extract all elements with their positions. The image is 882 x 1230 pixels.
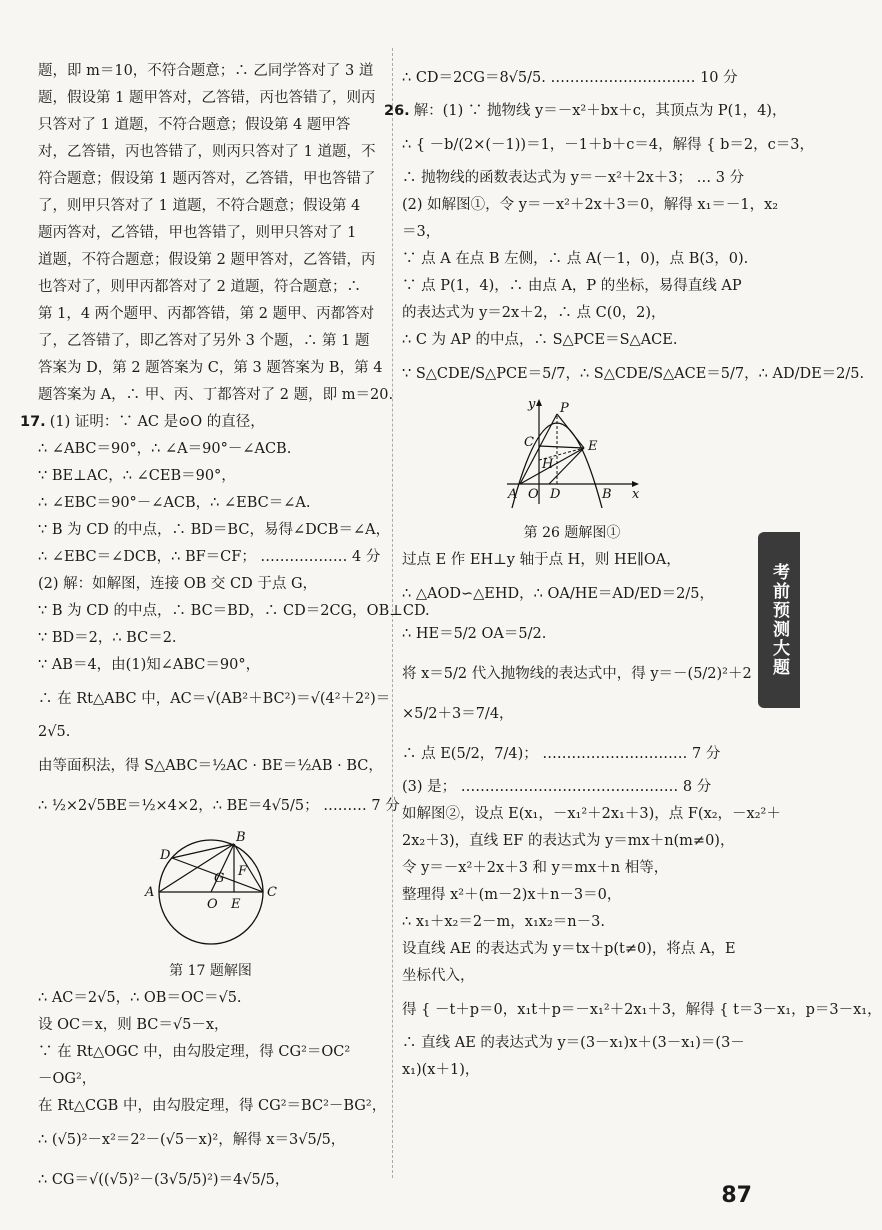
text-line: ∵ BE⊥AC，∴ ∠CEB＝90°， (38, 468, 236, 484)
text-line: ∴ ∠ABC＝90°，∴ ∠A＝90°－∠ACB. (38, 441, 292, 457)
figure-26-diagram (502, 396, 642, 508)
text-line: ∴ 抛物线的函数表达式为 y＝－x²＋2x＋3； … 3 分 (402, 170, 745, 186)
q26-first-line (384, 98, 787, 125)
question-number: 26. (384, 103, 410, 119)
line-de (549, 448, 584, 484)
text-line: 题，即 m＝10，不符合题意；∴ 乙同学答对了 3 道 (38, 63, 374, 79)
text-line: ×5/2＋3＝7/4， (402, 706, 514, 722)
fig17-label: D (159, 848, 170, 863)
text-line: (2) 如解图①，令 y＝－x²＋2x＋3＝0，解得 x₁＝－1，x₂ (402, 197, 779, 213)
text-line: ∴ CD＝2CG＝8√5/5. ………………………… 10 分 (402, 70, 738, 86)
figure-26-caption: 第 26 题解图① (523, 525, 621, 541)
text-line: 也答对了，则甲丙都答对了 2 道题，符合题意；∴ (38, 279, 361, 295)
text-line: ∴ x₁＋x₂＝2－m，x₁x₂＝n－3. (402, 914, 605, 930)
text-line: ∴ HE＝5/2 OA＝5/2. (402, 626, 547, 642)
text-line: 得 { －t＋p＝0，x₁t＋p＝－x₁²＋2x₁＋3，解得 { t＝3－x₁，p＝3－x₁， (402, 1002, 882, 1018)
section-side-tab: 考前预测大题 (758, 532, 800, 708)
fig17-label: F (237, 864, 247, 879)
text-line: 设直线 AE 的表达式为 y＝tx＋p(t≠0)，将点 A，E (402, 941, 736, 957)
fig26-label: E (588, 439, 598, 454)
text-line: ∴ 在 Rt△ABC 中，AC＝√(AB²＋BC²)＝√(4²＋2²)＝ (38, 691, 391, 707)
text-line: 答案为 D，第 2 题答案为 C，第 3 题答案为 B，第 4 (38, 360, 383, 376)
line-ce (539, 446, 584, 448)
text-line: 在 Rt△CGB 中，由勾股定理，得 CG²＝BC²－BG²， (38, 1098, 387, 1114)
text-line: ∵ BD＝2，∴ BC＝2. (38, 630, 177, 646)
line-pe (557, 414, 584, 448)
fig26-label: A (508, 487, 518, 502)
text-line: 题丙答对，乙答错，甲也答错了，则甲只答对了 1 (38, 225, 357, 241)
fig17-label: A (144, 885, 154, 900)
text-line: 由等面积法，得 S△ABC＝½AC · BE＝½AB · BC， (38, 758, 383, 774)
text-line: ∵ 点 A 在点 B 左侧，∴ 点 A(－1，0)，点 B(3，0). (402, 251, 749, 267)
fig17-label: B (235, 830, 246, 845)
text-line: ∴ CG＝√((√5)²－(3√5/5)²)＝4√5/5， (38, 1172, 290, 1188)
text-line: ∴ ∠EBC＝∠DCB，∴ BF＝CF； ……………… 4 分 (38, 549, 381, 565)
text-line: ∴ ½×2√5BE＝½×4×2，∴ BE＝4√5/5； ……… 7 分 (38, 798, 400, 814)
text-line: ∵ B 为 CD 的中点，∴ BC＝BD，∴ CD＝2CG，OB⊥CD. (38, 603, 430, 619)
segment-db (172, 844, 234, 858)
text-line: ∴ ∠EBC＝90°－∠ACB，∴ ∠EBC＝∠A. (38, 495, 311, 511)
figure-26 (402, 396, 742, 518)
text-line: (1) 证明：∵ AC 是⊙O 的直径， (49, 414, 265, 430)
fig17-label: C (266, 885, 277, 900)
text-line: 解：(1) ∵ 抛物线 y＝－x²＋bx＋c，其顶点为 P(1，4)， (413, 103, 787, 119)
text-line: 对，乙答错，丙也答错了，则丙只答对了 1 道题，不 (38, 144, 376, 160)
fig26-label: y (528, 397, 536, 412)
fig26-label: P (560, 401, 569, 416)
fig26-label: H (542, 457, 554, 472)
text-line: 过点 E 作 EH⊥y 轴于点 H，则 HE∥OA， (402, 552, 681, 568)
figure-17 (38, 828, 383, 956)
fig17-label: O (206, 897, 218, 912)
text-line: (2) 解：如解图，连接 OB 交 CD 于点 G， (38, 576, 318, 592)
text-line: ∴ 点 E(5/2，7/4)； ………………………… 7 分 (402, 746, 721, 762)
text-line: 了，则甲只答对了 1 道题，不符合题意；假设第 4 (38, 198, 361, 214)
page-number: 87 (721, 1183, 752, 1208)
text-line: 坐标代入， (402, 968, 475, 984)
text-line: 只答对了 1 道题，不符合题意；假设第 4 题甲答 (38, 117, 351, 133)
q17-first-line (20, 409, 383, 436)
text-line: 整理得 x²＋(m－2)x＋n－3＝0， (402, 887, 622, 903)
text-line: 如解图②，设点 E(x₁，－x₁²＋2x₁＋3)，点 F(x₂，－x₂²＋ (402, 806, 781, 822)
text-line: ∵ B 为 CD 的中点，∴ BD＝BC，易得∠DCB＝∠A， (38, 522, 391, 538)
fig17-label: G (213, 871, 224, 886)
text-line: 第 1，4 两个题甲、丙都答错，第 2 题甲、丙都答对 (38, 306, 375, 322)
fig17-label: E (230, 897, 240, 912)
y-axis-arrow (536, 399, 542, 406)
text-line: ∴ { －b/(2×(－1))＝1，－1＋b＋c＝4，解得 { b＝2，c＝3， (402, 137, 814, 153)
figure-17-diagram (136, 828, 286, 946)
text-line: ∵ 点 P(1，4)，∴ 由点 A，P 的坐标，易得直线 AP (402, 278, 742, 294)
text-line: (3) 是； ……………………………………… 8 分 (402, 779, 712, 795)
fig26-label: B (602, 487, 612, 502)
fig26-label: C (524, 435, 534, 450)
text-line: ∴ △AOD∽△EHD，∴ OA/HE＝AD/ED＝2/5， (402, 586, 714, 602)
text-line: 的表达式为 y＝2x＋2，∴ 点 C(0，2)， (402, 305, 666, 321)
text-line: ∴ C 为 AP 的中点，∴ S△PCE＝S△ACE. (402, 332, 678, 348)
text-line: 令 y＝－x²＋2x＋3 和 y＝mx＋n 相等， (402, 860, 669, 876)
fig26-label: O (528, 487, 539, 502)
fig26-label: x (632, 487, 640, 502)
text-line: 题答案为 A，∴ 甲、丙、丁都答对了 2 题，即 m＝20. (38, 387, 394, 403)
text-line: 符合题意；假设第 1 题丙答对，乙答错，甲也答错了 (38, 171, 376, 187)
text-line: 设 OC＝x，则 BC＝√5－x， (38, 1017, 229, 1033)
text-line: 2√5. (38, 724, 71, 740)
question-number: 17. (20, 414, 46, 430)
text-line: ∴ 直线 AE 的表达式为 y＝(3－x₁)x＋(3－x₁)＝(3－ (402, 1035, 745, 1051)
text-line: －OG²， (38, 1071, 97, 1087)
text-line: ∵ S△CDE/S△PCE＝5/7，∴ S△CDE/S△ACE＝5/7，∴ AD/DE＝2/5. (402, 366, 865, 382)
text-line: ＝3， (402, 224, 441, 240)
text-line: ∴ (√5)²－x²＝2²－(√5－x)²，解得 x＝3√5/5， (38, 1132, 346, 1148)
text-line: ∵ AB＝4，由(1)知∠ABC＝90°， (38, 657, 261, 673)
text-line: 2x₂＋3)，直线 EF 的表达式为 y＝mx＋n(m≠0)， (402, 833, 735, 849)
text-line: 题，假设第 1 题甲答对，乙答错，丙也答错了，则丙 (38, 90, 376, 106)
figure-17-caption: 第 17 题解图 (169, 963, 252, 979)
text-line: ∴ AC＝2√5，∴ OB＝OC＝√5. (38, 990, 242, 1006)
text-line: x₁)(x＋1)， (402, 1062, 480, 1078)
text-line: 了，乙答错了，即乙答对了另外 3 个题，∴ 第 1 题 (38, 333, 370, 349)
text-line: ∵ 在 Rt△OGC 中，由勾股定理，得 CG²＝OC² (38, 1044, 351, 1060)
text-line: 将 x＝5/2 代入抛物线的表达式中，得 y＝－(5/2)²＋2 (402, 666, 752, 682)
text-line: 道题，不符合题意；假设第 2 题甲答对，乙答错，丙 (38, 252, 376, 268)
fig26-label: D (550, 487, 561, 502)
